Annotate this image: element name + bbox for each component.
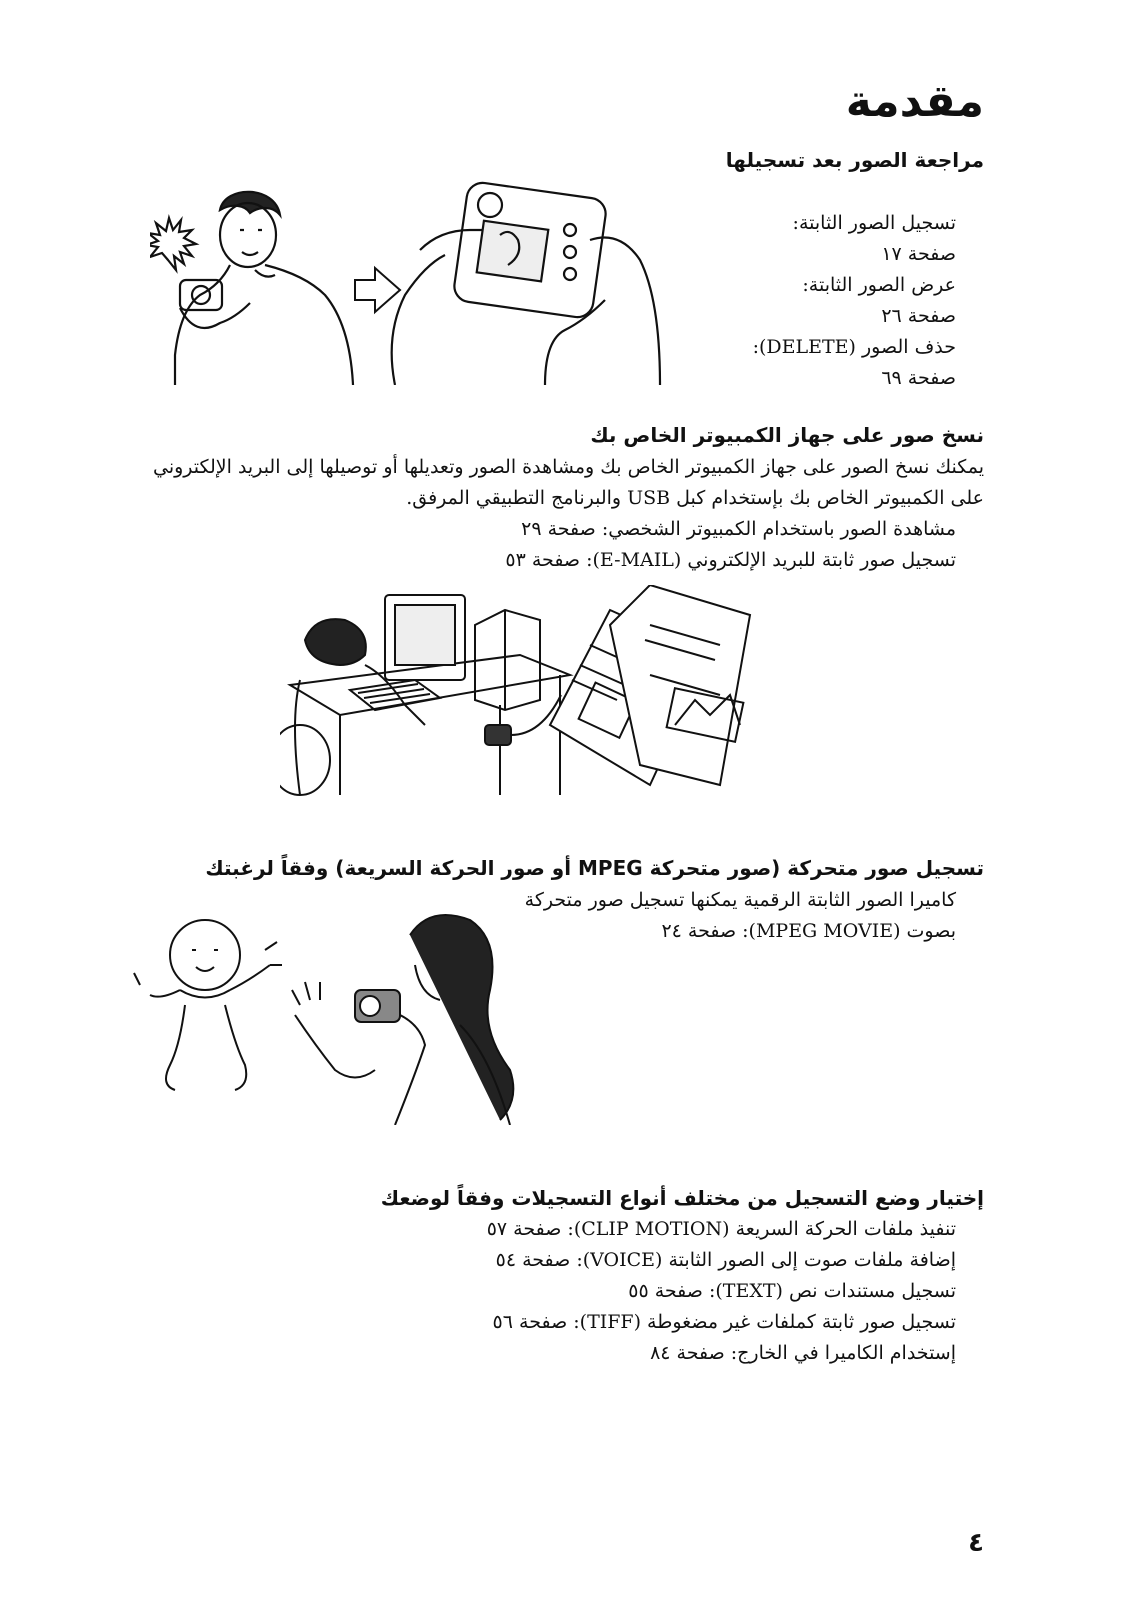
- page-title: مقدمة: [845, 76, 984, 127]
- body-text: على الكمبيوتر الخاص بك بإستخدام كبل USB والبرنامج التطبيقي المرفق.: [406, 487, 984, 509]
- text-line: إستخدام الكاميرا في الخارج: صفحة ٨٤: [650, 1342, 956, 1364]
- text-line: تسجيل مستندات نص (TEXT): صفحة ٥٥: [628, 1280, 956, 1302]
- text-line: تنفيذ ملفات الحركة السريعة (CLIP MOTION): صفحة ٥٧: [486, 1218, 956, 1240]
- text-line: تسجيل الصور الثابتة:: [792, 212, 956, 234]
- illustration-computer-printouts: [280, 585, 780, 805]
- page-number: ٤: [968, 1528, 984, 1558]
- text-line: بصوت (MPEG MOVIE): صفحة ٢٤: [661, 920, 956, 942]
- text-line: تسجيل صور ثابتة كملفات غير مضغوطة (TIFF): صفحة ٥٦: [492, 1311, 956, 1333]
- text-line: صفحة ١٧: [881, 243, 956, 265]
- text-line: تسجيل صور ثابتة للبريد الإلكتروني (E-MAIL): صفحة ٥٣: [505, 549, 956, 571]
- text-line: مشاهدة الصور باستخدام الكمبيوتر الشخصي: صفحة ٢٩: [521, 518, 956, 540]
- text-line: صفحة ٢٦: [881, 305, 956, 327]
- text-line: كاميرا الصور الثابتة الرقمية يمكنها تسجيل صور متحركة: [524, 889, 956, 911]
- illustration-woman-filming-baby: [130, 905, 580, 1125]
- section-heading-modes: إختيار وضع التسجيل من مختلف أنواع التسجيلات وفقاً لوضعك: [380, 1186, 984, 1210]
- text-line: عرض الصور الثابتة:: [802, 274, 956, 296]
- text-line: حذف الصور (DELETE):: [752, 336, 956, 358]
- body-text: يمكنك نسخ الصور على جهاز الكمبيوتر الخاص بك ومشاهدة الصور وتعديلها أو توصيلها إلى البريد الإلكتروني: [153, 456, 984, 478]
- section-heading-copy: نسخ صور على جهاز الكمبيوتر الخاص بك: [590, 423, 984, 447]
- section-heading-review: مراجعة الصور بعد تسجيلها: [725, 148, 984, 172]
- section-heading-movies: تسجيل صور متحركة (صور متحركة MPEG أو صور الحركة السريعة) وفقاً لرغبتك: [205, 856, 984, 880]
- text-line: إضافة ملفات صوت إلى الصور الثابتة (VOICE): صفحة ٥٤: [495, 1249, 956, 1271]
- text-line: صفحة ٦٩: [881, 367, 956, 389]
- illustration-review-camera: [150, 180, 670, 385]
